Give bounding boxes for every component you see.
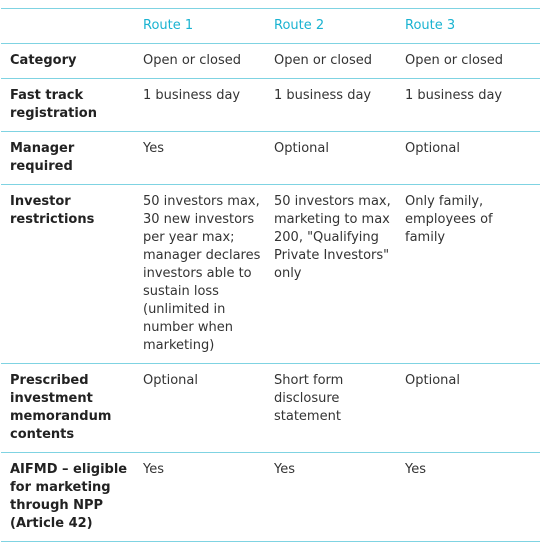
table-row-investor-restrictions bbox=[1, 185, 540, 364]
table-cell: 50 investors max, marketing to max 200, "Qualifying Private Investors" only bbox=[274, 194, 391, 281]
table-cell: 50 investors max, 30 new investors per year max; manager declares investors able to sustain loss (unlimited in number when marketing) bbox=[143, 194, 261, 353]
route-comparison-table bbox=[1, 8, 540, 542]
table-row-manager bbox=[1, 132, 540, 185]
table-cell: Yes bbox=[143, 462, 164, 477]
comparison-table-container bbox=[1, 0, 542, 542]
table-cell: Yes bbox=[405, 462, 426, 477]
table-row-category bbox=[1, 44, 540, 79]
table-cell: 1 business day bbox=[143, 88, 241, 103]
table-cell: Optional bbox=[143, 373, 198, 388]
header-route-1: Route 1 bbox=[143, 18, 194, 33]
table-cell: Open or closed bbox=[274, 53, 373, 68]
table-cell: 1 business day bbox=[274, 88, 372, 103]
row-label: Fast track registration bbox=[10, 88, 97, 121]
table-row-fast-track bbox=[1, 79, 540, 132]
row-label: Investor restrictions bbox=[10, 194, 95, 227]
table-cell: Open or closed bbox=[143, 53, 242, 68]
table-cell: Short form disclosure statement bbox=[274, 373, 344, 424]
table-cell: Optional bbox=[274, 141, 329, 156]
header-cell-empty bbox=[1, 9, 134, 44]
table-cell: Optional bbox=[405, 373, 460, 388]
row-label: Manager required bbox=[10, 141, 75, 174]
table-cell: Only family, employees of family bbox=[405, 194, 493, 245]
table-cell: 1 business day bbox=[405, 88, 503, 103]
table-row-memorandum bbox=[1, 364, 540, 453]
row-label: Category bbox=[10, 53, 77, 68]
header-route-2: Route 2 bbox=[274, 18, 325, 33]
row-label: AIFMD – eligible for marketing through NPP (Article 42) bbox=[10, 462, 128, 531]
table-cell: Open or closed bbox=[405, 53, 504, 68]
header-route-3: Route 3 bbox=[405, 18, 456, 33]
table-cell: Yes bbox=[274, 462, 295, 477]
table-row-aifmd bbox=[1, 453, 540, 542]
table-header-row bbox=[1, 9, 540, 44]
table-cell: Optional bbox=[405, 141, 460, 156]
row-label: Prescribed investment memorandum contents bbox=[10, 373, 112, 442]
table-cell: Yes bbox=[143, 141, 164, 156]
